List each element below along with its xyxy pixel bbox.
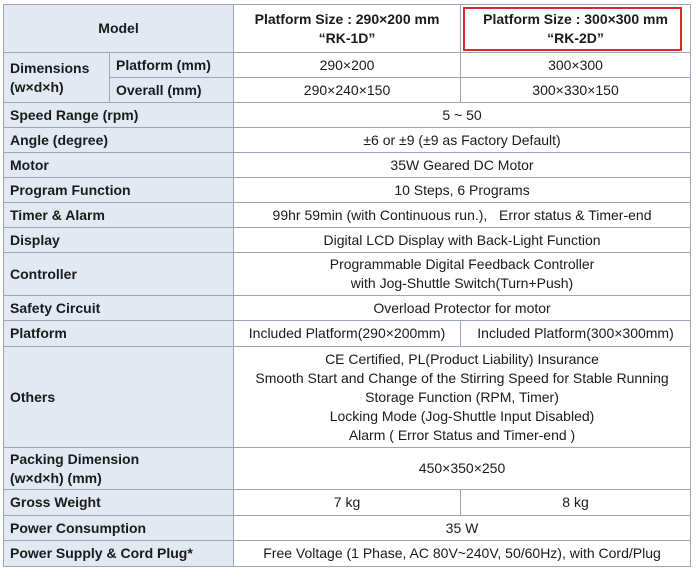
power-supply-value: Free Voltage (1 Phase, AC 80V~240V, 50/60Hz), with Cord/Plug [234,541,691,567]
timer-value: 99hr 59min (with Continuous run.), Error status & Timer-end [234,203,691,228]
row-others [4,347,691,448]
display-value: Digital LCD Display with Back-Light Function [234,228,691,253]
platform-rk2d: Included Platform(300×300mm) [461,321,691,347]
dimensions-label-line1: Dimensions [10,59,90,76]
safety-value: Overload Protector for motor [234,296,691,321]
row-power-supply [4,541,691,567]
row-platform-mm [4,53,691,78]
dimensions-label-line2: (w×d×h) [10,78,64,95]
packing-label-line2: (w×d×h) (mm) [10,469,102,486]
row-platform [4,321,691,347]
row-power-consumption [4,516,691,541]
others-line5: Alarm ( Error Status and Timer-end ) [348,426,576,443]
model-header: Model [4,5,234,53]
gross-weight-rk2d: 8 kg [461,490,691,516]
platform-mm-rk1d: 290×200 [234,53,461,78]
others-line2: Smooth Start and Change of the Stirring Speed for Stable Running [255,369,669,386]
row-packing [4,448,691,490]
power-consumption-label: Power Consumption [4,516,234,541]
packing-label [4,448,234,490]
power-supply-label: Power Supply & Cord Plug* [4,541,234,567]
model-rk1d-header [234,5,461,53]
row-angle [4,128,691,153]
header-row [4,5,691,53]
others-line4: Locking Mode (Jog-Shuttle Input Disabled) [329,407,595,424]
controller-value-line1: Programmable Digital Feedback Controller [329,256,595,272]
display-label: Display [4,228,234,253]
speed-label: Speed Range (rpm) [4,103,234,128]
platform-rk1d: Included Platform(290×200mm) [234,321,461,347]
safety-label: Safety Circuit [4,296,234,321]
overall-mm-rk2d: 300×330×150 [461,78,691,103]
gross-weight-rk1d: 7 kg [234,490,461,516]
packing-label-line1: Packing Dimension [10,450,140,467]
rk1d-size: Platform Size : 290×200 mm [254,10,440,27]
spec-table [3,4,691,567]
row-safety [4,296,691,321]
others-value [234,347,691,448]
row-display [4,228,691,253]
platform-label: Platform [4,321,234,347]
angle-value: ±6 or ±9 (±9 as Factory Default) [234,128,691,153]
timer-label: Timer & Alarm [4,203,234,228]
row-timer [4,203,691,228]
program-value: 10 Steps, 6 Programs [234,178,691,203]
others-line3: Storage Function (RPM, Timer) [365,388,559,405]
row-gross-weight [4,490,691,516]
row-program [4,178,691,203]
row-motor [4,153,691,178]
row-controller [4,253,691,296]
angle-label: Angle (degree) [4,128,234,153]
overall-mm-rk1d: 290×240×150 [234,78,461,103]
row-speed [4,103,691,128]
motor-label: Motor [4,153,234,178]
speed-value: 5 ~ 50 [234,103,691,128]
motor-value: 35W Geared DC Motor [234,153,691,178]
controller-value-line2: with Jog-Shuttle Switch(Turn+Push) [350,275,574,291]
program-label: Program Function [4,178,234,203]
dimensions-label [4,53,110,103]
power-consumption-value: 35 W [234,516,691,541]
rk2d-name: “RK-2D” [547,29,604,46]
rk1d-name: “RK-1D” [318,29,376,46]
rk2d-size: Platform Size : 300×300 mm [483,10,668,27]
controller-value [234,253,691,296]
gross-weight-label: Gross Weight [4,490,234,516]
controller-label: Controller [4,253,234,296]
model-rk2d-header [461,5,691,53]
platform-mm-label: Platform (mm) [110,53,234,78]
overall-mm-label: Overall (mm) [110,78,234,103]
platform-mm-rk2d: 300×300 [461,53,691,78]
packing-value: 450×350×250 [234,448,691,490]
others-label: Others [4,347,234,448]
others-line1: CE Certified, PL(Product Liability) Insurance [325,350,599,367]
